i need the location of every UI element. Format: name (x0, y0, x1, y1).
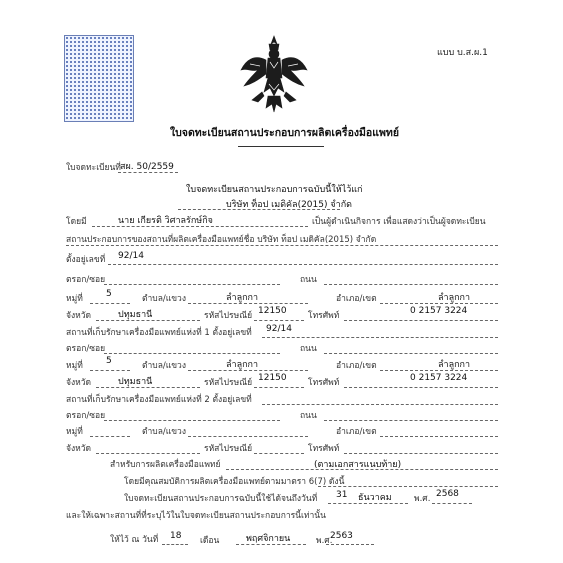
subdistrict-underline (188, 303, 308, 304)
given-year-underline (326, 544, 374, 545)
validity-month: ธันวาคม (358, 493, 392, 503)
province-value: ปทุมธานี (118, 310, 153, 320)
given-year-label: พ.ศ. (316, 536, 333, 546)
validity-text: ใบจดทะเบียนสถานประกอบการฉบับนี้ใช้ได้จนถึงวันที่ (124, 494, 318, 504)
storage1-road-underline (324, 353, 498, 354)
postcode-label: รหัสไปรษณีย์ (204, 311, 253, 321)
place-line: สถานประกอบการของสถานที่ผลิตเครื่องมือแพทย์ชื่อ บริษัท ท็อป เมดิคัล(2015) จำกัด (66, 235, 377, 245)
storage1-district-label: อำเภอ/เขต (336, 361, 377, 371)
registration-number: สผ. 50/2559 (120, 162, 174, 172)
subdistrict-value: ลำลูกกา (226, 293, 259, 303)
storage2-road-label: ถนน (300, 411, 317, 421)
storage2-moo-label: หมู่ที่ (66, 427, 83, 437)
validity-date-underline (328, 503, 408, 504)
production-underline (226, 469, 498, 470)
holder-by-label: โดยมี (66, 217, 87, 227)
postcode-value: 12150 (258, 306, 287, 316)
address-no-label: ตั้งอยู่เลขที่ (66, 255, 106, 265)
postcode-underline (254, 320, 304, 321)
given-day: 18 (170, 531, 182, 541)
storage2-moo-underline (90, 436, 130, 437)
qualification-text: โดยมีคุณสมบัติการผลิตเครื่องมือแพทย์ตามมาตรา 6(7) ดังนี้ (124, 477, 345, 487)
moo-value: 5 (106, 289, 112, 299)
storage2-postcode-label: รหัสไปรษณีย์ (204, 444, 253, 454)
given-year: 2563 (330, 531, 353, 541)
storage1-road-label: ถนน (300, 344, 317, 354)
holder-role-text: เป็นผู้ดำเนินกิจการ เพื่อแสดงว่าเป็นผู้จดทะเบียน (312, 217, 486, 227)
given-month: พฤศจิกายน (246, 534, 291, 544)
address-number: 92/14 (118, 251, 144, 261)
storage2-subdistrict-underline (188, 436, 308, 437)
storage1-district-underline (380, 370, 498, 371)
province-underline (96, 320, 200, 321)
storage2-subdistrict-label: ตำบล/แขวง (142, 427, 186, 437)
district-value: ลำลูกกา (438, 293, 471, 303)
storage1-phone-underline (344, 387, 498, 388)
scope-note: และให้เฉพาะสถานที่ที่ระบุไว้ในใบจดทะเบียนสถานประกอบการนี้เท่านั้น (66, 511, 326, 521)
storage2-number-underline (262, 404, 498, 405)
storage1-number-underline (262, 337, 498, 338)
given-month-label: เดือน (200, 536, 220, 546)
storage1-postcode-label: รหัสไปรษณีย์ (204, 378, 253, 388)
alley-underline (104, 284, 280, 285)
storage1-heading: สถานที่เก็บรักษาเครื่องมือแพทย์แห่งที่ 1 ตั้งอยู่เลขที่ (66, 328, 252, 338)
storage2-alley-label: ตรอก/ซอย (66, 411, 106, 421)
qualification-underline (318, 486, 498, 487)
road-label: ถนน (300, 275, 317, 285)
title-underline (238, 146, 324, 147)
subdistrict-label: ตำบล/แขวง (142, 294, 186, 304)
road-underline (324, 284, 498, 285)
issue-statement: ใบจดทะเบียนสถานประกอบการฉบับนี้ให้ไว้แก่ (186, 185, 363, 195)
alley-label: ตรอก/ซอย (66, 275, 106, 285)
storage2-road-underline (324, 420, 498, 421)
storage1-phone-label: โทรศัพท์ (308, 378, 340, 388)
place-underline (66, 245, 498, 246)
storage2-district-underline (380, 436, 498, 437)
address-number-underline (108, 264, 498, 265)
company-name: บริษัท ท็อป เมดิคัล(2015) จำกัด (226, 200, 352, 210)
production-value: (ตามเอกสารแนบท้าย) (314, 460, 402, 470)
storage2-phone-underline (344, 453, 498, 454)
storage2-province-underline (96, 453, 200, 454)
production-label: สำหรับการผลิตเครื่องมือแพทย์ (110, 460, 221, 470)
validity-day: 31 (336, 490, 348, 500)
province-label: จังหวัด (66, 311, 92, 321)
given-day-underline (162, 544, 188, 545)
validity-year: 2568 (436, 489, 459, 499)
garuda-emblem-icon (238, 34, 310, 116)
holder-underline (92, 226, 308, 227)
moo-label: หมู่ที่ (66, 294, 83, 304)
storage2-phone-label: โทรศัพท์ (308, 444, 340, 454)
storage1-phone-value: 0 2157 3224 (410, 373, 468, 383)
document-title: ใบจดทะเบียนสถานประกอบการผลิตเครื่องมือแพทย์ (170, 127, 399, 139)
storage1-province-underline (96, 387, 200, 388)
storage1-district-value: ลำลูกกา (438, 360, 471, 370)
holder-name: นาย เกียรติ วิศาลรักษ์กิจ (118, 216, 213, 226)
storage1-postcode-value: 12150 (258, 373, 287, 383)
storage1-postcode-underline (254, 387, 304, 388)
given-label: ให้ไว้ ณ วันที่ (110, 535, 159, 545)
storage1-subdistrict-label: ตำบล/แขวง (142, 361, 186, 371)
storage1-moo-label: หมู่ที่ (66, 361, 83, 371)
storage1-province-label: จังหวัด (66, 378, 92, 388)
storage1-subdistrict-underline (188, 370, 308, 371)
company-underline (178, 209, 340, 210)
storage1-alley-label: ตรอก/ซอย (66, 344, 106, 354)
phone-value: 0 2157 3224 (410, 306, 468, 316)
storage1-alley-underline (104, 353, 280, 354)
form-code: แบบ บ.ส.ผ.1 (437, 48, 488, 58)
storage1-subdistrict-value: ลำลูกกา (226, 360, 259, 370)
given-month-underline (236, 544, 306, 545)
phone-underline (344, 320, 498, 321)
validity-year-underline (432, 503, 472, 504)
storage2-province-label: จังหวัด (66, 444, 92, 454)
storage1-moo-value: 5 (106, 356, 112, 366)
district-label: อำเภอ/เขต (336, 294, 377, 304)
storage1-number: 92/14 (266, 324, 292, 334)
storage1-province-value: ปทุมธานี (118, 377, 153, 387)
registration-label: ใบจดทะเบียนที่ (66, 163, 121, 173)
applicant-photo-placeholder (64, 35, 134, 122)
registration-underline (118, 172, 178, 173)
storage2-alley-underline (104, 420, 280, 421)
phone-label: โทรศัพท์ (308, 311, 340, 321)
validity-year-label: พ.ศ. (414, 494, 431, 504)
storage2-heading: สถานที่เก็บรักษาเครื่องมือแพทย์แห่งที่ 2 ตั้งอยู่เลขที่ (66, 395, 252, 405)
storage2-district-label: อำเภอ/เขต (336, 427, 377, 437)
storage2-postcode-underline (254, 453, 304, 454)
district-underline (380, 303, 498, 304)
storage1-moo-underline (90, 370, 130, 371)
moo-underline (90, 303, 130, 304)
